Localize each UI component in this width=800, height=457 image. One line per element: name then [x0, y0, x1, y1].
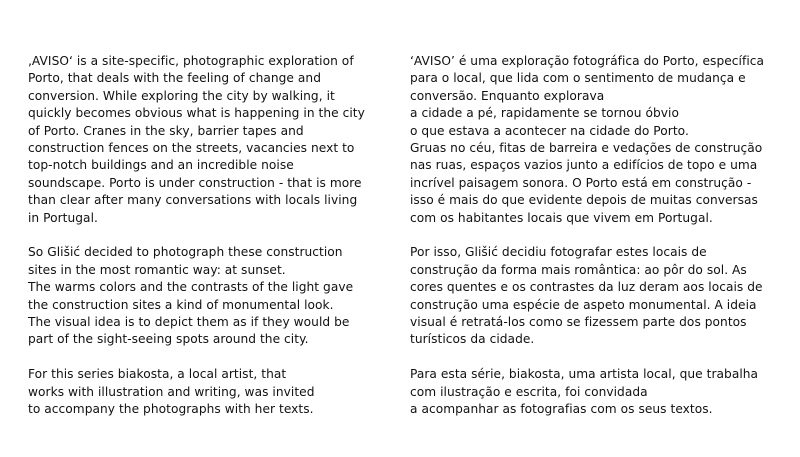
text-line: para o local, que lida com o sentimento de mudança e: [410, 71, 746, 86]
text-line: incrível paisagem sonora. O Porto está em construção -: [410, 175, 752, 190]
text-line: The warms colors and the contrasts of the light gave: [28, 280, 354, 295]
text-line: The visual idea is to depict them as if they would be: [28, 315, 350, 330]
text-line: turísticos da cidade.: [410, 332, 535, 347]
text-line: soundscape. Porto is under construction - that is more: [28, 175, 362, 190]
text-line: Para esta série, biakosta, uma artista local, que trabalha: [410, 367, 759, 382]
portuguese-text-column: [410, 53, 766, 436]
portuguese-paragraph-artist: [410, 366, 766, 418]
text-line: Por isso, Glišić decidiu fotografar estes locais de: [410, 245, 707, 260]
text-line: a acompanhar as fotografias com os seus textos.: [410, 402, 713, 417]
text-line: isso é mais do que evidente depois de muitas conversas: [410, 193, 758, 208]
text-line: construção uma espécie de aspeto monumental. A ideia: [410, 297, 757, 312]
text-line: visual é retratá-los como se fizessem parte dos pontos: [410, 315, 747, 330]
text-line: ‚AVISO‘ is a site-specific, photographic exploration of: [28, 54, 354, 68]
text-line: nas ruas, espaços vazios junto a edifícios de topo e uma: [410, 158, 758, 173]
text-line: conversion. While exploring the city by walking, it: [28, 88, 335, 103]
text-line: quickly becomes obvious what is happening in the city: [28, 106, 365, 121]
english-paragraph-intro: [28, 53, 384, 227]
text-line: ‘AVISO’ é uma exploração fotográfica do Porto, específica: [410, 54, 765, 68]
text-line: For this series biakosta, a local artist, that: [28, 367, 287, 382]
portuguese-paragraph-intro: [410, 53, 766, 227]
text-line: than clear after many conversations with locals living: [28, 193, 358, 208]
text-line: construção da forma mais romântica: ao pôr do sol. As: [410, 262, 747, 277]
text-line: a cidade a pé, rapidamente se tornou óbvio: [410, 106, 679, 121]
portuguese-paragraph-sunset: [410, 244, 766, 348]
text-line: in Portugal.: [28, 210, 98, 225]
text-line: the construction sites a kind of monumental look.: [28, 297, 334, 312]
text-line: construction fences on the streets, vacancies next to: [28, 141, 355, 156]
text-line: conversão. Enquanto explorava: [410, 88, 605, 103]
text-line: of Porto. Cranes in the sky, barrier tapes and: [28, 123, 304, 138]
text-line: part of the sight-seeing spots around the city.: [28, 332, 309, 347]
text-line: cores quentes e os contrastes da luz deram aos locais de: [410, 280, 763, 295]
text-line: sites in the most romantic way: at sunset.: [28, 262, 286, 277]
english-text-column: [28, 53, 384, 436]
text-line: works with illustration and writing, was invited: [28, 384, 315, 399]
text-line: Porto, that deals with the feeling of change and: [28, 71, 321, 86]
text-line: com ilustração e escrita, foi convidada: [410, 384, 648, 399]
english-paragraph-sunset: [28, 244, 384, 348]
text-line: com os habitantes locais que vivem em Portugal.: [410, 210, 713, 225]
text-line: to accompany the photographs with her texts.: [28, 402, 314, 417]
text-line: So Glišić decided to photograph these construction: [28, 245, 343, 260]
text-line: o que estava a acontecer na cidade do Porto.: [410, 123, 689, 138]
text-line: top-notch buildings and an incredible noise: [28, 158, 294, 173]
text-line: Gruas no céu, fitas de barreira e vedações de construção: [410, 141, 763, 156]
english-paragraph-artist: [28, 366, 384, 418]
